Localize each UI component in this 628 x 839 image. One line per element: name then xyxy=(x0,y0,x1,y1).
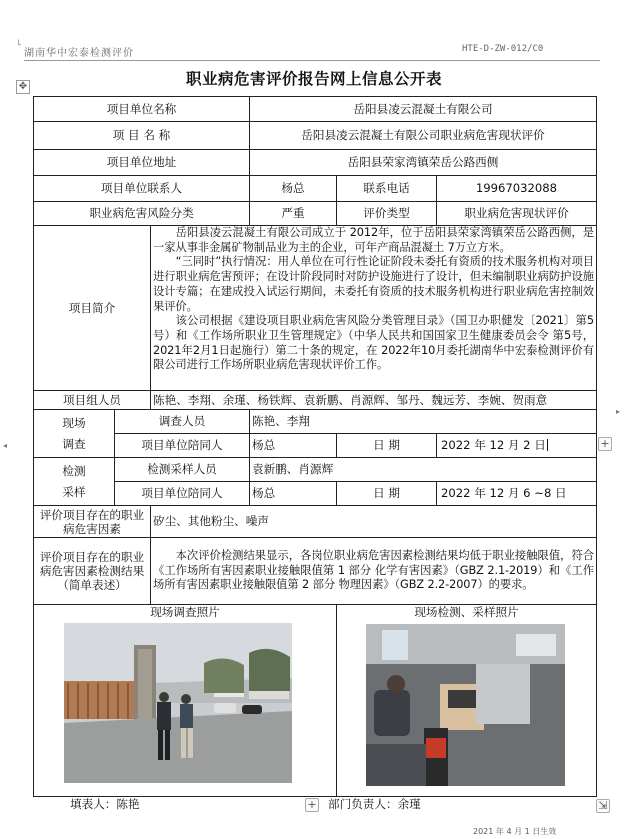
conclusion-label: 评价项目存在的职业病危害因素检测结果（简单表述） xyxy=(34,538,151,605)
hazards-label: 评价项目存在的职业病危害因素 xyxy=(34,506,151,538)
sampling-label-top: 检测 xyxy=(62,463,86,478)
survey-date-text: 2022 年 12 月 2 日 xyxy=(441,438,546,452)
unit-name-label: 项目单位名称 xyxy=(34,97,250,122)
phone-value: 19967032088 xyxy=(437,176,597,202)
team-label: 项目组人员 xyxy=(34,391,151,410)
intro-text xyxy=(151,226,597,391)
info-table xyxy=(33,96,597,797)
page-title: 职业病危害评价报告网上信息公开表 xyxy=(185,70,442,88)
left-arrow-icon: ◂ xyxy=(3,441,8,450)
phone-label: 联系电话 xyxy=(337,176,437,202)
effective-date: 2021 年 4 月 1 日生效 xyxy=(473,827,557,836)
survey-staff-value: 陈艳、李翔 xyxy=(250,410,597,434)
survey-label xyxy=(34,410,115,458)
intro-paragraph-1: 岳阳县凌云混凝土有限公司成立于 2012年，位于岳阳县荣家湾镇荣岳公路西侧，是一家从事非金属矿物制品业为主的企业，可年产商品混凝土 7万立方米。 xyxy=(153,226,594,254)
sampling-label xyxy=(34,458,115,506)
project-name-label: 项 目 名 称 xyxy=(34,122,250,150)
conclusion-text xyxy=(151,538,597,605)
dept-head-name: 部门负责人：余瑾 xyxy=(328,797,421,811)
survey-date-value[interactable] xyxy=(437,434,597,458)
sampling-staff-value: 袁新鹏、肖源辉 xyxy=(250,458,597,482)
risk-value: 严重 xyxy=(250,202,337,226)
risk-label: 职业病危害风险分类 xyxy=(34,202,250,226)
intro-paragraph-3: 该公司根据《建设项目职业病危害风险分类管理目录》（国卫办职健发〔2021〕第5号）和《工作场所职业卫生管理规定》（中华人民共和国国家卫生健康委员会令 第5号，2021年2月1日起施行）第二十条的规定，在 2022年10月委托湖南华中宏泰检测评价有限公司进行工作场所职业病危害现状评价工作。 xyxy=(153,314,594,372)
address-label: 项目单位地址 xyxy=(34,150,250,176)
survey-label-bottom: 调查 xyxy=(62,436,86,451)
intro-label: 项目简介 xyxy=(34,226,151,391)
conclusion-paragraph: 本次评价检测结果显示，各岗位职业病危害因素检测结果均低于职业接触限值，符合《工作场所有害因素职业接触限值第 1 部分 化学有害因素》（GBZ 2.1-2019）和《工作场所有害因素职业接触限值第 2 部分 物理因素》（GBZ 2.2-2007）的要求。 xyxy=(153,548,594,592)
add-row-button[interactable]: + xyxy=(305,798,319,812)
sampling-photo-label: 现场检测、采样照片 xyxy=(337,605,597,621)
header-doc-code: HTE-D-ZW-012/C0 xyxy=(462,44,544,54)
sampling-date-value: 2022 年 12 月 6 ~8 日 xyxy=(437,482,597,506)
resize-handle-icon[interactable]: ⇲ xyxy=(596,799,610,813)
eval-type-label: 评价类型 xyxy=(337,202,437,226)
survey-escort-value: 杨总 xyxy=(250,434,337,458)
right-arrow-icon: ▸ xyxy=(616,407,621,416)
filler-name: 填表人：陈艳 xyxy=(70,797,140,811)
contact-value: 杨总 xyxy=(250,176,337,202)
survey-photo-cell xyxy=(34,620,337,797)
survey-escort-label: 项目单位陪同人 xyxy=(115,434,250,458)
sampling-date-label: 日 期 xyxy=(337,482,437,506)
survey-date-label: 日 期 xyxy=(337,434,437,458)
header-divider xyxy=(24,60,600,61)
site-survey-photo xyxy=(64,623,292,783)
eval-type-value: 职业病危害现状评价 xyxy=(437,202,597,226)
contact-label: 项目单位联系人 xyxy=(34,176,250,202)
header-left-text: 湖南华中宏泰检测评价 xyxy=(24,48,134,59)
team-value: 陈艳、李翔、余瑾、杨铁辉、袁新鹏、肖源辉、邹丹、魏远芳、李婉、贺雨意 xyxy=(151,391,597,410)
survey-photo-label: 现场调查照片 xyxy=(34,605,337,621)
survey-label-top: 现场 xyxy=(62,415,86,430)
address-value: 岳阳县荣家湾镇荣岳公路西侧 xyxy=(250,150,597,176)
sampling-escort-value: 杨总 xyxy=(250,482,337,506)
corner-mark-icon: └ xyxy=(16,40,21,49)
project-name-value: 岳阳县凌云混凝土有限公司职业病危害现状评价 xyxy=(250,122,597,150)
survey-staff-label: 调查人员 xyxy=(115,410,250,434)
sampling-escort-label: 项目单位陪同人 xyxy=(115,482,250,506)
field-sampling-photo xyxy=(366,624,565,786)
unit-name-value: 岳阳县凌云混凝土有限公司 xyxy=(250,97,597,122)
table-move-handle-icon[interactable]: ✥ xyxy=(16,80,30,94)
text-cursor xyxy=(547,439,548,451)
intro-paragraph-2: “三同时”执行情况：用人单位在可行性论证阶段未委托有资质的技术服务机构对项目进行职业病危害预评；在设计阶段同时对防护设施进行了设计，但未编制职业病防护设施设计专篇；在建成投入试运行期间，未委托有资质的技术服务机构进行职业病危害控制效果评价。 xyxy=(153,255,594,313)
add-column-button[interactable]: + xyxy=(598,437,612,451)
sampling-photo-cell xyxy=(337,620,597,797)
hazards-value: 矽尘、其他粉尘、噪声 xyxy=(151,506,597,538)
sampling-label-bottom: 采样 xyxy=(62,484,86,499)
sampling-staff-label: 检测采样人员 xyxy=(115,458,250,482)
